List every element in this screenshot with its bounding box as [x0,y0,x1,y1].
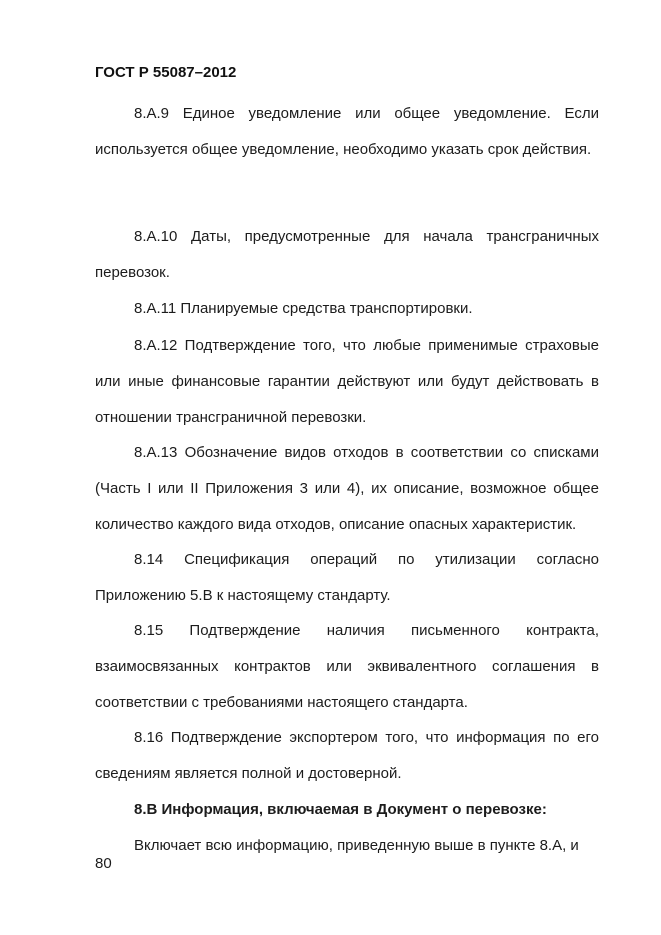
paragraph-8a12: 8.А.12 Подтверждение того, что любые применимые страховые или иные финансовые гарантии действуют или будут действовать в отношении трансграничной перевозки. [95,337,599,426]
page-number: 80 [95,855,112,872]
paragraph-8-15: 8.15 Подтверждение наличия письменного контракта, взаимосвязанных контрактов или эквивалентного соглашения в соответствии с требованиями настоящего стандарта. [95,622,599,711]
paragraph-8a11: 8.А.11 Планируемые средства транспортировки. [134,300,473,317]
paragraph-8a13: 8.А.13 Обозначение видов отходов в соответствии со списками (Часть I или II Приложения 3 или 4), их описание, возможное общее количество каждого вида отходов, описание опасных характеристик. [95,444,599,533]
paragraph-8a9: 8.А.9 Единое уведомление или общее уведомление. Если используется общее уведомление, необходимо указать срок действия. [95,105,599,158]
paragraph-8-14: 8.14 Спецификация операций по утилизации согласно Приложению 5.В к настоящему стандарту. [95,551,599,604]
paragraph-8a10: 8.А.10 Даты, предусмотренные для начала трансграничных перевозок. [95,228,599,281]
section-heading-8b: 8.В Информация, включаемая в Документ о перевозке: [134,801,547,818]
paragraph-8-16: 8.16 Подтверждение экспортером того, что информация по его сведениям является полной и достоверной. [95,729,599,782]
document-header: ГОСТ Р 55087–2012 [95,64,237,81]
paragraph-8b-text: Включает всю информацию, приведенную выше в пункте 8.А, и [134,837,579,854]
